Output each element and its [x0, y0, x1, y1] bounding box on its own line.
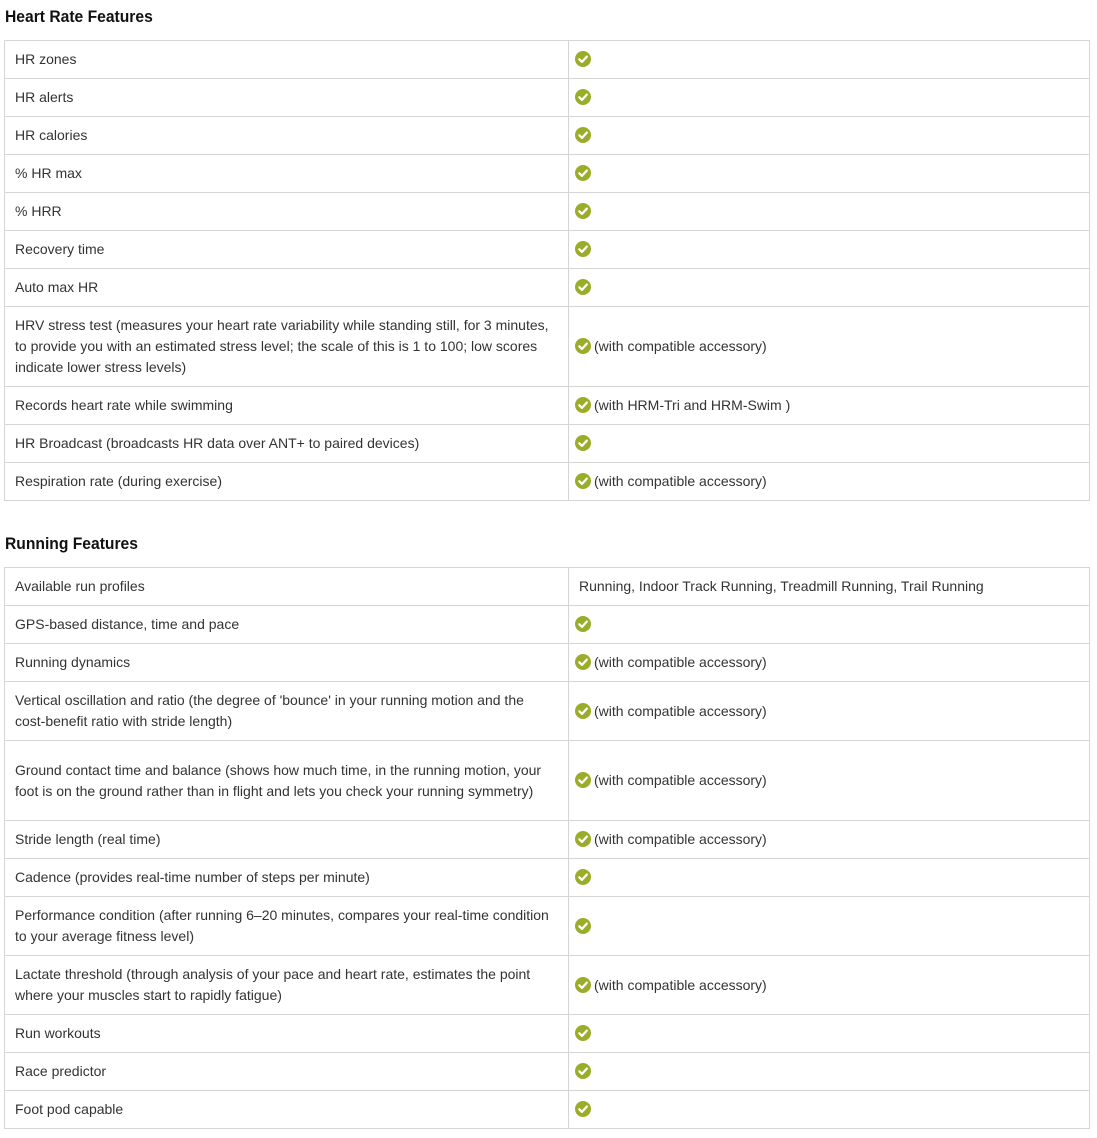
feature-value: [569, 193, 1090, 231]
table-row: [5, 231, 1090, 269]
check-circle-icon: [575, 1101, 591, 1117]
table-row: [5, 1053, 1090, 1091]
feature-label: Run workouts: [5, 1015, 569, 1053]
check-circle-icon: [575, 831, 591, 847]
feature-value: [569, 956, 1090, 1015]
table-row: [5, 741, 1090, 821]
running-features-table: [4, 567, 1090, 1129]
feature-value: [569, 1091, 1090, 1129]
check-circle-icon: [575, 616, 591, 632]
check-circle-icon: [575, 772, 591, 788]
feature-value: [569, 606, 1090, 644]
check-circle-icon: [575, 1063, 591, 1079]
table-row: [5, 1015, 1090, 1053]
feature-value: [569, 387, 1090, 425]
feature-value: [569, 231, 1090, 269]
table-row: [5, 117, 1090, 155]
feature-value: [569, 568, 1090, 606]
feature-value: [569, 897, 1090, 956]
table-row: [5, 897, 1090, 956]
check-circle-icon: [575, 397, 591, 413]
check-circle-icon: [575, 165, 591, 181]
feature-label: Stride length (real time): [5, 821, 569, 859]
feature-value: [569, 821, 1090, 859]
feature-label: Performance condition (after running 6–20 minutes, compares your real-time condition to your average fitness level): [5, 897, 569, 956]
feature-label: Respiration rate (during exercise): [5, 463, 569, 501]
check-circle-icon: [575, 918, 591, 934]
table-row: [5, 387, 1090, 425]
table-row: [5, 463, 1090, 501]
feature-label: % HRR: [5, 193, 569, 231]
feature-value: [569, 1015, 1090, 1053]
table-row: [5, 682, 1090, 741]
check-circle-icon: [575, 473, 591, 489]
heart-rate-features-table: [4, 40, 1090, 501]
check-circle-icon: [575, 977, 591, 993]
feature-value: [569, 463, 1090, 501]
feature-label: Lactate threshold (through analysis of your pace and heart rate, estimates the point where your muscles start to rapidly fatigue): [5, 956, 569, 1015]
table-row: [5, 269, 1090, 307]
check-circle-icon: [575, 127, 591, 143]
table-row: [5, 193, 1090, 231]
feature-note: (with compatible accessory): [594, 473, 767, 489]
feature-label: % HR max: [5, 155, 569, 193]
feature-value: [569, 117, 1090, 155]
feature-label: HR calories: [5, 117, 569, 155]
running-section-title: Running Features: [5, 534, 138, 553]
feature-value: [569, 155, 1090, 193]
feature-label: Vertical oscillation and ratio (the degree of 'bounce' in your running motion and the cost-benefit ratio with stride length): [5, 682, 569, 741]
feature-label: Race predictor: [5, 1053, 569, 1091]
feature-label: HRV stress test (measures your heart rate variability while standing still, for 3 minutes, to provide you with an estimated stress level; the scale of this is 1 to 100; low scores indicate lower stress levels): [5, 307, 569, 387]
heart-rate-section-title: Heart Rate Features: [5, 7, 153, 26]
check-circle-icon: [575, 279, 591, 295]
feature-note: (with compatible accessory): [594, 772, 767, 788]
feature-value: [569, 644, 1090, 682]
table-row: [5, 644, 1090, 682]
feature-label: GPS-based distance, time and pace: [5, 606, 569, 644]
feature-value: [569, 859, 1090, 897]
check-circle-icon: [575, 203, 591, 219]
feature-note: (with compatible accessory): [594, 338, 767, 354]
check-circle-icon: [575, 435, 591, 451]
feature-value: [569, 269, 1090, 307]
table-row: [5, 155, 1090, 193]
table-row: [5, 307, 1090, 387]
feature-label: HR Broadcast (broadcasts HR data over ANT+ to paired devices): [5, 425, 569, 463]
check-circle-icon: [575, 1025, 591, 1041]
feature-label: Running dynamics: [5, 644, 569, 682]
feature-value: [569, 741, 1090, 821]
table-row: [5, 41, 1090, 79]
check-circle-icon: [575, 869, 591, 885]
feature-label: HR zones: [5, 41, 569, 79]
feature-note: (with compatible accessory): [594, 654, 767, 670]
check-circle-icon: [575, 89, 591, 105]
feature-note: (with HRM-Tri and HRM-Swim ): [594, 397, 791, 413]
table-row: [5, 606, 1090, 644]
feature-label: Ground contact time and balance (shows how much time, in the running motion, your foot is on the ground rather than in flight and lets you check your running symmetry): [5, 741, 569, 821]
feature-label: Foot pod capable: [5, 1091, 569, 1129]
feature-value: [569, 307, 1090, 387]
feature-label: Auto max HR: [5, 269, 569, 307]
feature-value: [569, 1053, 1090, 1091]
table-row: [5, 859, 1090, 897]
feature-note: (with compatible accessory): [594, 976, 767, 993]
feature-label: Recovery time: [5, 231, 569, 269]
feature-note: (with compatible accessory): [594, 702, 767, 719]
feature-value: [569, 425, 1090, 463]
feature-label: Available run profiles: [5, 568, 569, 606]
check-circle-icon: [575, 703, 591, 719]
table-row: [5, 79, 1090, 117]
check-circle-icon: [575, 654, 591, 670]
check-circle-icon: [575, 338, 591, 354]
table-row: [5, 1091, 1090, 1129]
check-circle-icon: [575, 241, 591, 257]
feature-label: Cadence (provides real-time number of steps per minute): [5, 859, 569, 897]
feature-note: Running, Indoor Track Running, Treadmill Running, Trail Running: [579, 578, 984, 594]
table-row: [5, 425, 1090, 463]
feature-note: (with compatible accessory): [594, 831, 767, 847]
table-row: [5, 568, 1090, 606]
feature-label: Records heart rate while swimming: [5, 387, 569, 425]
feature-value: [569, 41, 1090, 79]
check-circle-icon: [575, 51, 591, 67]
table-row: [5, 821, 1090, 859]
feature-label: HR alerts: [5, 79, 569, 117]
table-row: [5, 956, 1090, 1015]
feature-value: [569, 682, 1090, 741]
feature-value: [569, 79, 1090, 117]
